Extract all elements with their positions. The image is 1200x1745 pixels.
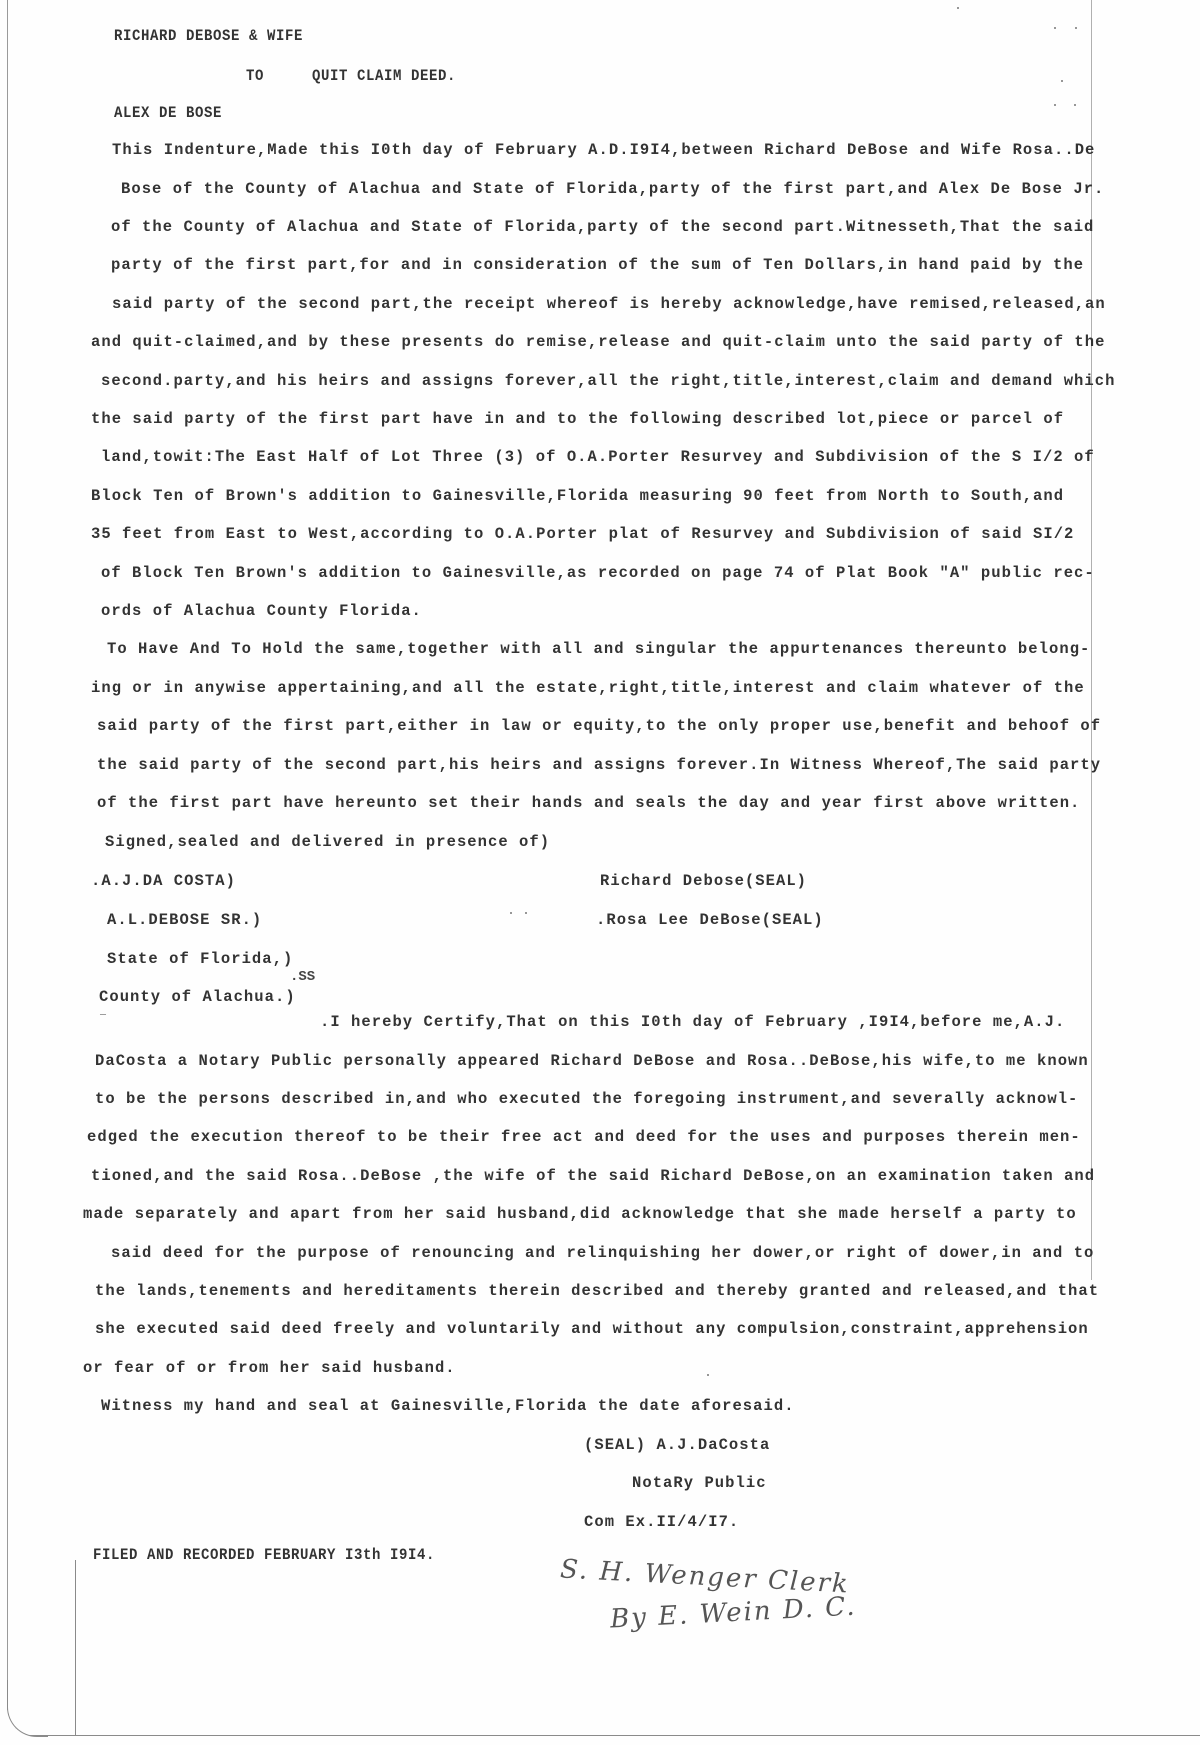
notary-seal-name: (SEAL) A.J.DaCosta	[584, 1436, 771, 1454]
speck	[957, 7, 959, 9]
body-line: Bose of the County of Alachua and State of Florida,party of the first part,and Alex De Bose Jr.	[121, 180, 1105, 198]
notary-title: NotaRy Public	[632, 1474, 767, 1492]
witness-name: .A.J.DA COSTA)	[91, 872, 236, 890]
body-line: ords of Alachua County Florida.	[101, 602, 422, 620]
deputy-clerk-signature: By E. Wein D. C.	[609, 1591, 858, 1635]
body-line: second.party,and his heirs and assigns forever,all the right,title,interest,claim and demand which	[101, 372, 1116, 390]
body-line: Signed,sealed and delivered in presence of)	[105, 833, 551, 851]
ack-line: or fear of or from her said husband.	[83, 1359, 456, 1377]
venue-county: County of Alachua.)	[99, 988, 296, 1006]
ack-line: said deed for the purpose of renouncing and relinquishing her dower,or right of dower,in and to	[111, 1244, 1095, 1262]
grantor-heading: RICHARD DEBOSE & WIFE	[114, 28, 304, 46]
clerk-signature: S. H. Wenger Clerk	[559, 1554, 851, 1600]
body-line: said party of the second part,the receipt whereof is hereby acknowledge,have remised,released,an	[112, 295, 1106, 313]
signatory-name: Richard Debose(SEAL)	[600, 872, 808, 890]
document-type-heading: QUIT CLAIM DEED.	[312, 68, 457, 86]
ack-line: made separately and apart from her said husband,did acknowledge that she made herself a party to	[83, 1205, 1077, 1223]
bottom-border-line	[30, 1735, 1200, 1736]
body-line: Block Ten of Brown's addition to Gainesville,Florida measuring 90 feet from North to South,and	[91, 487, 1065, 505]
body-line: of the first part have hereunto set their hands and seals the day and year first above written.	[97, 794, 1081, 812]
body-line: 35 feet from East to West,according to O.A.Porter plat of Resurvey and Subdivision of said SI/2	[91, 525, 1075, 543]
grantee-heading: ALEX DE BOSE	[114, 105, 223, 123]
venue-ss: .SS	[290, 969, 316, 985]
ack-line: tioned,and the said Rosa..DeBose ,the wife of the said Richard DeBose,on an examination taken and	[91, 1167, 1096, 1185]
ack-line: the lands,tenements and hereditaments therein described and thereby granted and released,and that	[95, 1282, 1100, 1300]
notary-commission: Com Ex.II/4/I7.	[584, 1513, 740, 1531]
dash-mark: _	[100, 1007, 108, 1018]
body-line: the said party of the first part have in and to the following described lot,piece or parcel of	[91, 410, 1065, 428]
ack-line: .I hereby Certify,That on this I0th day of February ,I9I4,before me,A.J.	[320, 1013, 1066, 1031]
speck	[510, 912, 512, 914]
inner-margin-line	[75, 1560, 76, 1736]
ack-line: she executed said deed freely and voluntarily and without any compulsion,constraint,apprehension	[95, 1320, 1089, 1338]
body-line: and quit-claimed,and by these presents do remise,release and quit-claim unto the said party of the	[91, 333, 1106, 351]
body-line: To Have And To Hold the same,together with all and singular the appurtenances thereunto belong-	[107, 640, 1091, 658]
body-line: said party of the first part,either in law or equity,to the only proper use,benefit and behoof of	[97, 717, 1102, 735]
speck	[707, 1374, 709, 1376]
ack-line: Witness my hand and seal at Gainesville,Florida the date aforesaid.	[101, 1397, 795, 1415]
filed-recorded-stamp: FILED AND RECORDED FEBRUARY I3th I9I4.	[93, 1547, 436, 1565]
venue-state: State of Florida,)	[107, 950, 294, 968]
body-line: the said party of the second part,his heirs and assigns forever.In Witness Whereof,The said party	[97, 756, 1102, 774]
to-heading: TO	[246, 68, 265, 86]
speck	[1054, 27, 1056, 29]
witness-name: A.L.DEBOSE SR.)	[107, 911, 263, 929]
body-line: land,towit:The East Half of Lot Three (3) of O.A.Porter Resurvey and Subdivision of the S I/2 of	[101, 448, 1095, 466]
body-line: of Block Ten Brown's addition to Gainesville,as recorded on page 74 of Plat Book "A" public rec-	[101, 564, 1095, 582]
speck	[525, 912, 527, 914]
ack-line: edged the execution thereof to be their free act and deed for the uses and purposes therein men-	[87, 1128, 1081, 1146]
speck	[1061, 80, 1063, 82]
speck	[1054, 104, 1056, 106]
body-line: of the County of Alachua and State of Florida,party of the second part.Witnesseth,That the said	[111, 218, 1095, 236]
body-line: ing or in anywise appertaining,and all the estate,right,title,interest and claim whatever of the	[91, 679, 1085, 697]
ack-line: DaCosta a Notary Public personally appeared Richard DeBose and Rosa..DeBose,his wife,to me known	[95, 1052, 1089, 1070]
speck	[1074, 104, 1076, 106]
ack-line: to be the persons described in,and who executed the foregoing instrument,and severally acknowl-	[95, 1090, 1079, 1108]
body-line: This Indenture,Made this I0th day of February A.D.I9I4,between Richard DeBose and Wife Rosa..De	[112, 141, 1096, 159]
body-line: party of the first part,for and in consideration of the sum of Ten Dollars,in hand paid by the	[111, 256, 1085, 274]
signatory-name: .Rosa Lee DeBose(SEAL)	[596, 911, 824, 929]
page-corner-border	[7, 1680, 48, 1737]
binding-margin-line	[7, 0, 8, 1710]
speck	[1075, 27, 1077, 29]
